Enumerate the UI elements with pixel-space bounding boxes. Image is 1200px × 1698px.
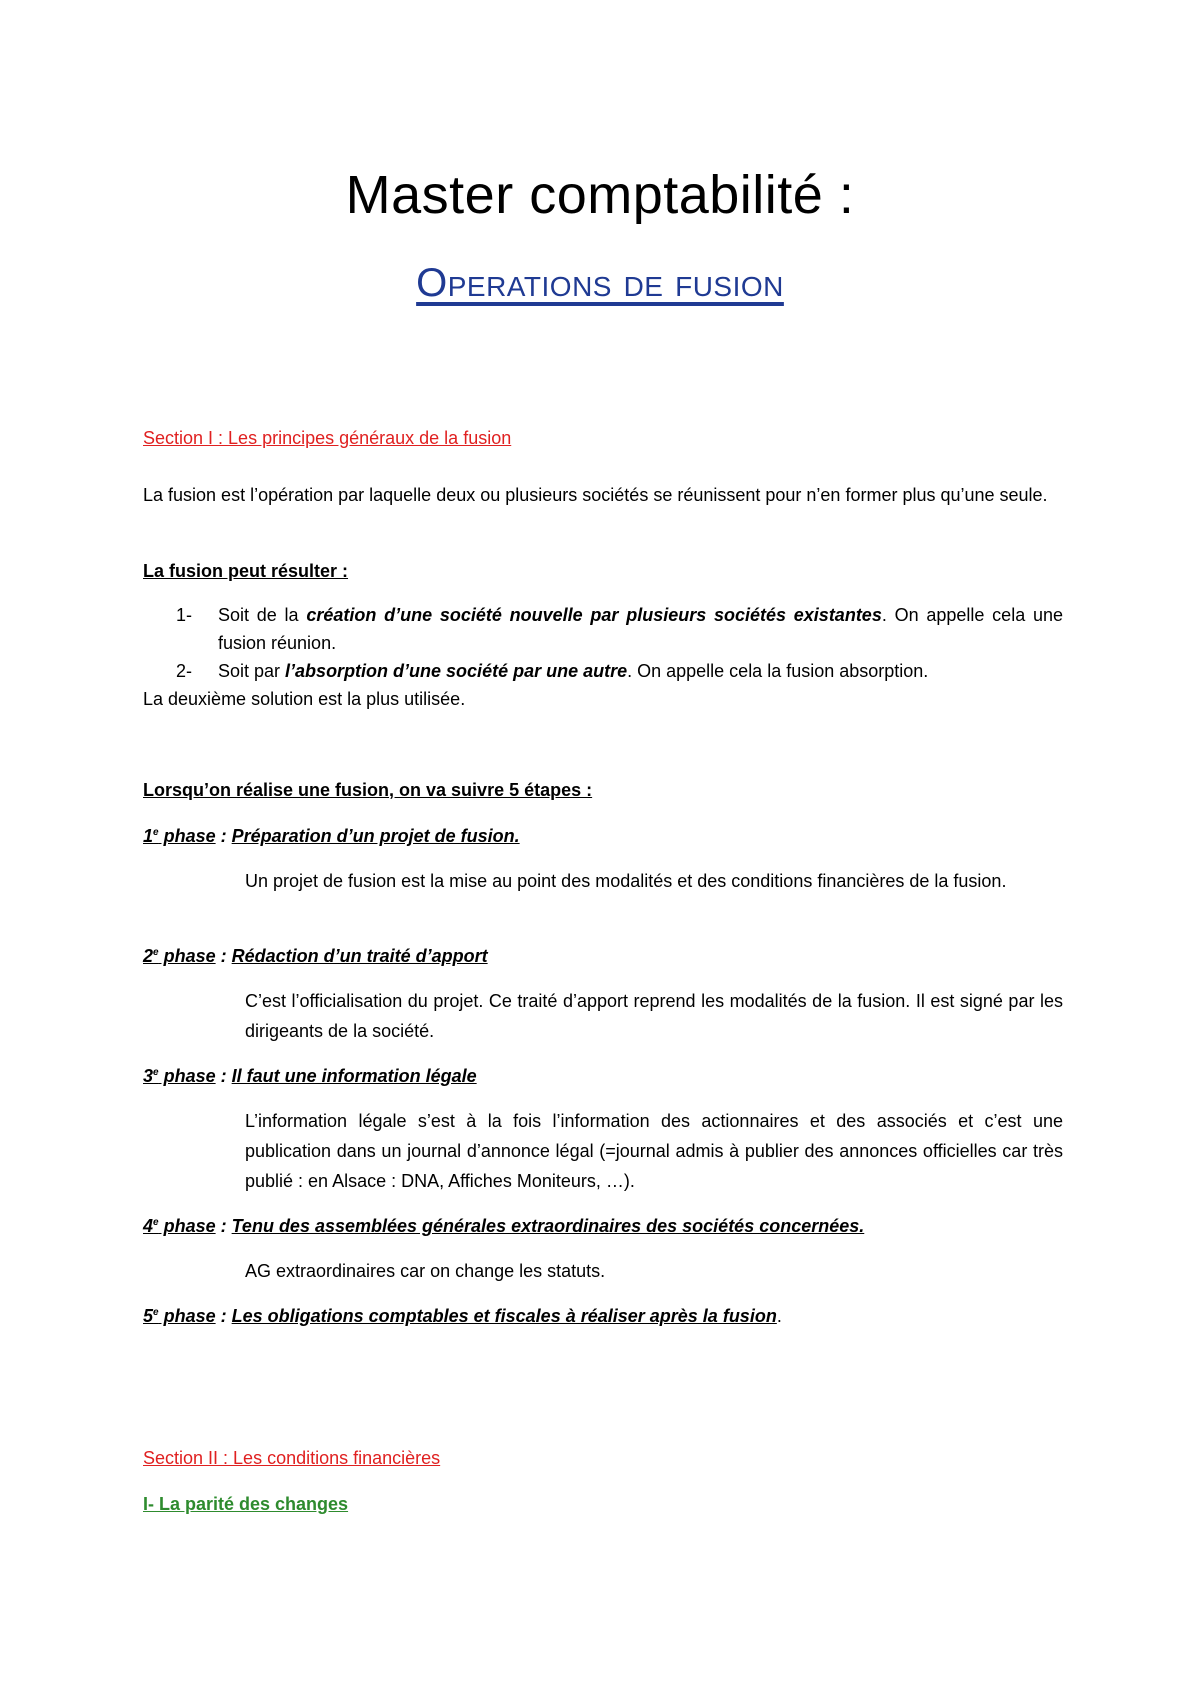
phase-label: phase: [158, 1216, 216, 1236]
phase-3-title: [143, 1062, 477, 1090]
phase-number: 5: [143, 1306, 154, 1326]
phase-1-body: Un projet de fusion est la mise au point des modalités et des conditions financières de la fusion.: [245, 871, 1007, 891]
phase-separator: :: [215, 1066, 232, 1086]
list-item-emphasis: création d’une société nouvelle par plusieurs sociétés existantes: [306, 605, 882, 625]
phase-number: 2: [143, 946, 154, 966]
phase-2-title: [143, 942, 488, 970]
list-item: [176, 601, 1063, 657]
section-1-heading: Section I : Les principes généraux de la fusion: [143, 428, 512, 448]
phase-superscript: e: [153, 827, 159, 838]
section-1-intro: La fusion est l’opération par laquelle deux ou plusieurs sociétés se réunissent pour n’en former plus qu’une seule.: [143, 485, 1048, 505]
phase-5-title: [143, 1302, 782, 1330]
phase-superscript: e: [153, 1067, 159, 1078]
phase-separator: :: [215, 1216, 232, 1236]
list-item-text-start: Soit de la: [218, 605, 307, 625]
phase-superscript: e: [153, 1217, 159, 1228]
phase-superscript: e: [153, 947, 159, 958]
phase-separator: :: [215, 1306, 232, 1326]
steps-heading: Lorsqu’on réalise une fusion, on va suivre 5 étapes :: [143, 780, 593, 800]
list-item-number: 1-: [176, 605, 193, 625]
phase-superscript: e: [153, 1307, 159, 1318]
list-item-text-end: . On appelle cela une fusion réunion.: [218, 605, 1063, 653]
list-item: [176, 657, 1063, 685]
section-2-heading: Section II : Les conditions financières: [143, 1448, 441, 1468]
document-title: Master comptabilité :: [345, 165, 855, 225]
phase-name: Rédaction d’un traité d’apport: [231, 946, 488, 966]
list-item-number: 2-: [176, 661, 193, 681]
phase-label: phase: [158, 1306, 216, 1326]
section-2-subheading: I- La parité des changes: [143, 1494, 349, 1514]
list-item-text-end: . On appelle cela la fusion absorption.: [627, 661, 929, 681]
phase-2-body: C’est l’officialisation du projet. Ce traité d’apport reprend les modalités de la fusion. Il est signé par les dirigeants de la société.: [245, 991, 1063, 1041]
phase-label: phase: [158, 826, 216, 846]
phase-label: phase: [158, 1066, 216, 1086]
result-list: [176, 601, 1063, 685]
phase-4-title: [143, 1212, 864, 1240]
document-subtitle: Operations de fusion: [416, 261, 784, 305]
phase-tail: .: [776, 1306, 782, 1326]
phase-name: Tenu des assemblées générales extraordinaires des sociétés concernées.: [231, 1216, 865, 1236]
phase-name: Il faut une information légale: [231, 1066, 477, 1086]
phase-4-body: AG extraordinaires car on change les statuts.: [245, 1261, 606, 1281]
list-item-emphasis: l’absorption d’une société par une autre: [285, 661, 628, 681]
result-heading: La fusion peut résulter :: [143, 561, 349, 581]
conclusion-text: La deuxième solution est la plus utilisée.: [143, 689, 466, 709]
phase-name: Les obligations comptables et fiscales à réaliser après la fusion: [231, 1306, 777, 1326]
phase-name: Préparation d’un projet de fusion.: [231, 826, 520, 846]
phase-number: 4: [143, 1216, 154, 1236]
phase-3-body: L’information légale s’est à la fois l’information des actionnaires et des associés et c’est une publication dans un journal d’annonce légal (=journal admis à publier des annonces officielles car très publié : en Alsace : DNA, Affiches Moniteurs, …).: [245, 1111, 1063, 1191]
phase-label: phase: [158, 946, 216, 966]
phase-separator: :: [215, 826, 232, 846]
phase-separator: :: [215, 946, 232, 966]
phase-1-title: [143, 822, 520, 850]
list-item-text-start: Soit par: [218, 661, 286, 681]
phase-number: 1: [143, 826, 154, 846]
phase-number: 3: [143, 1066, 154, 1086]
